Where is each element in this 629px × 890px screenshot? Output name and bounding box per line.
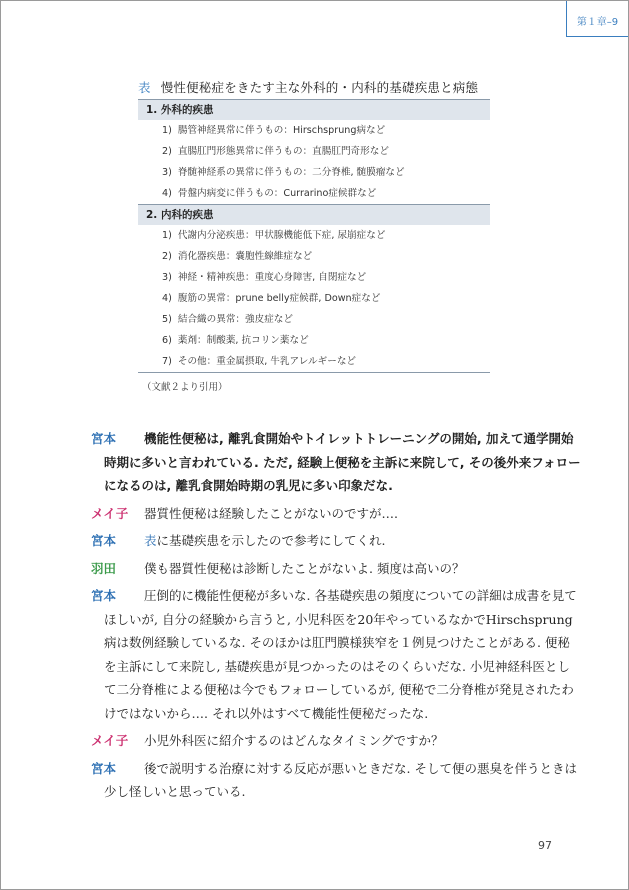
dialogue <box>91 427 581 808</box>
table-row: 5) 結合織の異常：強皮症など <box>162 314 293 325</box>
speaker-name: 宮本 <box>91 431 117 446</box>
speaker-name: メイ子 <box>91 733 129 748</box>
speaker-name: メイ子 <box>91 505 129 521</box>
table-label: 表 <box>138 80 151 95</box>
table-reference: 表 <box>144 533 157 548</box>
table-row: 7) その他：重金属摂取, 牛乳アレルギーなど <box>162 356 357 367</box>
table-title-text: 慢性便秘症をきたす主な外科的・内科的基礎疾患と病態 <box>160 80 479 95</box>
dialogue-turn <box>91 557 581 581</box>
table-row: 1) 腸管神経異常に伴うもの：Hirschsprung病など <box>162 125 386 136</box>
speaker-name: 羽田 <box>91 560 117 576</box>
dialogue-turn <box>91 584 581 725</box>
table-row: 3) 脊髄神経系の異常に伴うもの：二分脊椎, 髄膜瘤など <box>162 167 405 178</box>
table-source: （文献２より引用） <box>142 382 228 393</box>
table-row: 4) 腹筋の異常：prune belly症候群, Down症など <box>162 293 381 304</box>
dialogue-turn <box>91 729 581 753</box>
section-heading-medical: 2. 内科的疾患 <box>138 204 490 225</box>
speech-text: 表に基礎疾患を示したので参考にしてくれ. <box>144 533 386 548</box>
table-row: 3) 神経・精神疾患：重度心身障害, 自閉症など <box>162 272 367 283</box>
speaker-name: 宮本 <box>91 760 117 776</box>
page-number: 97 <box>538 839 552 852</box>
table-row: 1) 代謝内分泌疾患：甲状腺機能低下症, 尿崩症など <box>162 230 386 241</box>
speaker-name: 宮本 <box>91 533 117 548</box>
dialogue-turn <box>91 502 581 526</box>
disease-table <box>138 77 490 393</box>
table-row: 4) 骨盤内病変に伴うもの：Currarino症候群など <box>162 188 377 199</box>
chapter-tag: 第１章–9 <box>566 1 628 37</box>
table-row: 2) 消化器疾患：嚢胞性線維症など <box>162 251 313 262</box>
speaker-name: 宮本 <box>91 588 117 603</box>
dialogue-turn <box>91 529 581 553</box>
dialogue-turn <box>91 757 581 804</box>
speech-text: 圧倒的に機能性便秘が多いな. 各基礎疾患の頻度についての詳細は成書を見てほしいが, 自分の経験から言うと, 小児科医を20年やっているなかでHirschsprung病は数例経験しているな. そのほかは肛門膜様狭窄を１例見つけたことがある. 便秘を主訴にして来院し, 基礎疾患が見つかったのはそのくらいだな. 小児神経科医として二分脊椎による便秘は今でもフォローしているが, 便秘で二分脊椎が発見されたわけではないから…. それ以外はすべて機能性便秘だったな. <box>104 588 577 721</box>
speech-text: 後で説明する治療に対する反応が悪いときだな. そして便の悪臭を伴うときは少し怪しいと思っている. <box>104 760 577 799</box>
table-title <box>138 77 490 99</box>
table-row: 2) 直腸肛門形態異常に伴うもの：直腸肛門奇形など <box>162 146 389 157</box>
speech-text: 僕も器質性便秘は診断したことがないよ. 頻度は高いの？ <box>144 560 465 576</box>
table-bottom-rule <box>138 372 490 373</box>
section-heading-surgical: 1. 外科的疾患 <box>138 99 490 120</box>
table-row: 6) 薬剤：制酸薬, 抗コリン薬など <box>162 335 309 346</box>
speech-text: 機能性便秘は, 離乳食開始やトイレットトレーニングの開始, 加えて通学開始時期に多いと言われている. ただ, 経験上便秘を主訴に来院して, その後外来フォローになるのは, 離乳食開始時期の乳児に多い印象だな. <box>104 431 581 493</box>
speech-text: 器質性便秘は経験したことがないのですが…. <box>144 505 398 521</box>
dialogue-turn <box>91 427 581 498</box>
speech-text: 小児外科医に紹介するのはどんなタイミングですか？ <box>144 733 444 748</box>
